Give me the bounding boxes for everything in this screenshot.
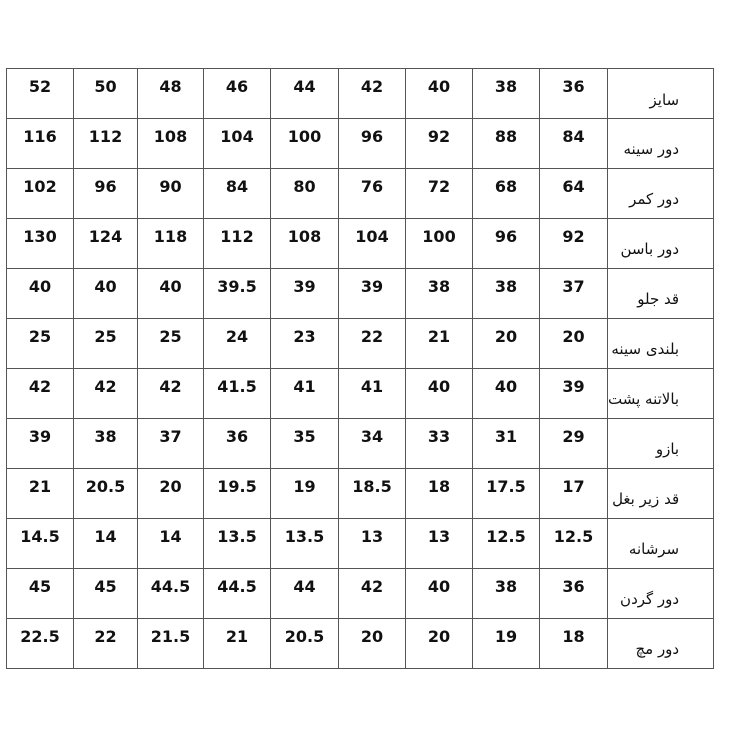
table-cell: 19 (473, 619, 540, 669)
row-label: بلندی سینه (608, 319, 714, 369)
table-cell: 20.5 (74, 469, 138, 519)
table-cell: 102 (7, 169, 74, 219)
table-cell: 40 (473, 369, 540, 419)
table-cell: 39 (540, 369, 608, 419)
table-cell: 20 (339, 619, 406, 669)
table-cell: 20.5 (271, 619, 339, 669)
table-cell: 40 (406, 69, 473, 119)
table-cell: 21.5 (138, 619, 204, 669)
table-cell: 48 (138, 69, 204, 119)
table-row-wrist (7, 619, 714, 669)
table-row-waist (7, 169, 714, 219)
table-cell: 18 (406, 469, 473, 519)
table-cell: 19.5 (204, 469, 271, 519)
table-cell: 19 (271, 469, 339, 519)
table-cell: 108 (271, 219, 339, 269)
table-row-underarm-length (7, 469, 714, 519)
row-label: سایز (608, 69, 714, 119)
row-label: بازو (608, 419, 714, 469)
table-cell: 21 (7, 469, 74, 519)
row-label: قد زیر بغل (608, 469, 714, 519)
table-cell: 100 (406, 219, 473, 269)
row-label: دور باسن (608, 219, 714, 269)
table-cell: 18.5 (339, 469, 406, 519)
table-cell: 23 (271, 319, 339, 369)
table-cell: 12.5 (540, 519, 608, 569)
table-cell: 14.5 (7, 519, 74, 569)
table-cell: 72 (406, 169, 473, 219)
table-cell: 84 (540, 119, 608, 169)
row-label: قد جلو (608, 269, 714, 319)
table-cell: 35 (271, 419, 339, 469)
table-cell: 76 (339, 169, 406, 219)
table-cell: 42 (74, 369, 138, 419)
table-cell: 36 (540, 569, 608, 619)
table-cell: 31 (473, 419, 540, 469)
table-cell: 29 (540, 419, 608, 469)
table-row-neck (7, 569, 714, 619)
table-row-hip (7, 219, 714, 269)
table-cell: 34 (339, 419, 406, 469)
table-cell: 14 (74, 519, 138, 569)
table-cell: 20 (138, 469, 204, 519)
row-label: دور سینه (608, 119, 714, 169)
table-cell: 100 (271, 119, 339, 169)
table-cell: 17 (540, 469, 608, 519)
table-cell: 45 (74, 569, 138, 619)
table-cell: 96 (74, 169, 138, 219)
table-cell: 42 (7, 369, 74, 419)
table-cell: 36 (540, 69, 608, 119)
table-cell: 17.5 (473, 469, 540, 519)
table-cell: 13.5 (204, 519, 271, 569)
table-cell: 22.5 (7, 619, 74, 669)
table-cell: 88 (473, 119, 540, 169)
table-cell: 18 (540, 619, 608, 669)
row-label: سرشانه (608, 519, 714, 569)
table-cell: 40 (406, 569, 473, 619)
table-body (7, 69, 714, 669)
table-cell: 41 (339, 369, 406, 419)
table-cell: 21 (406, 319, 473, 369)
table-cell: 42 (339, 569, 406, 619)
table-cell: 84 (204, 169, 271, 219)
table-row-bust-height (7, 319, 714, 369)
table-row-arm (7, 419, 714, 469)
row-label: بالاتنه پشت (608, 369, 714, 419)
table-cell: 40 (7, 269, 74, 319)
table-cell: 124 (74, 219, 138, 269)
table-cell: 40 (138, 269, 204, 319)
table-cell: 64 (540, 169, 608, 219)
table-cell: 92 (540, 219, 608, 269)
table-cell: 25 (74, 319, 138, 369)
table-cell: 116 (7, 119, 74, 169)
table-cell: 13 (339, 519, 406, 569)
table-cell: 52 (7, 69, 74, 119)
row-label: دور کمر (608, 169, 714, 219)
table-cell: 38 (406, 269, 473, 319)
table-cell: 38 (473, 69, 540, 119)
table-cell: 24 (204, 319, 271, 369)
table-cell: 40 (406, 369, 473, 419)
table-cell: 46 (204, 69, 271, 119)
table-cell: 42 (138, 369, 204, 419)
table-cell: 39 (339, 269, 406, 319)
table-cell: 22 (339, 319, 406, 369)
table-row-front-length (7, 269, 714, 319)
table-cell: 20 (473, 319, 540, 369)
table-cell: 13.5 (271, 519, 339, 569)
table-row-back-bodice (7, 369, 714, 419)
table-cell: 22 (74, 619, 138, 669)
table-cell: 12.5 (473, 519, 540, 569)
table-cell: 39 (7, 419, 74, 469)
table-cell: 39 (271, 269, 339, 319)
table-cell: 45 (7, 569, 74, 619)
table-cell: 68 (473, 169, 540, 219)
table-cell: 37 (138, 419, 204, 469)
table-cell: 25 (138, 319, 204, 369)
table-cell: 41 (271, 369, 339, 419)
table-cell: 33 (406, 419, 473, 469)
table-cell: 38 (473, 269, 540, 319)
table-cell: 39.5 (204, 269, 271, 319)
table-cell: 40 (74, 269, 138, 319)
table-cell: 38 (74, 419, 138, 469)
table-cell: 44.5 (138, 569, 204, 619)
table-cell: 20 (540, 319, 608, 369)
table-cell: 44 (271, 69, 339, 119)
table-cell: 36 (204, 419, 271, 469)
table-row-shoulder (7, 519, 714, 569)
table-cell: 21 (204, 619, 271, 669)
table-row-size (7, 69, 714, 119)
table-cell: 38 (473, 569, 540, 619)
table-cell: 25 (7, 319, 74, 369)
table-cell: 112 (204, 219, 271, 269)
table-cell: 96 (339, 119, 406, 169)
row-label: دور گردن (608, 569, 714, 619)
table-cell: 44 (271, 569, 339, 619)
table-cell: 108 (138, 119, 204, 169)
table-cell: 130 (7, 219, 74, 269)
table-cell: 92 (406, 119, 473, 169)
table-row-chest (7, 119, 714, 169)
row-label: دور مچ (608, 619, 714, 669)
table-cell: 14 (138, 519, 204, 569)
table-cell: 44.5 (204, 569, 271, 619)
table-cell: 37 (540, 269, 608, 319)
table-cell: 96 (473, 219, 540, 269)
size-chart-table (6, 68, 714, 669)
table-cell: 80 (271, 169, 339, 219)
table-cell: 50 (74, 69, 138, 119)
table-cell: 104 (204, 119, 271, 169)
table-cell: 42 (339, 69, 406, 119)
table-cell: 90 (138, 169, 204, 219)
table-cell: 112 (74, 119, 138, 169)
table-cell: 104 (339, 219, 406, 269)
table-cell: 20 (406, 619, 473, 669)
table-cell: 13 (406, 519, 473, 569)
table-cell: 118 (138, 219, 204, 269)
table-cell: 41.5 (204, 369, 271, 419)
